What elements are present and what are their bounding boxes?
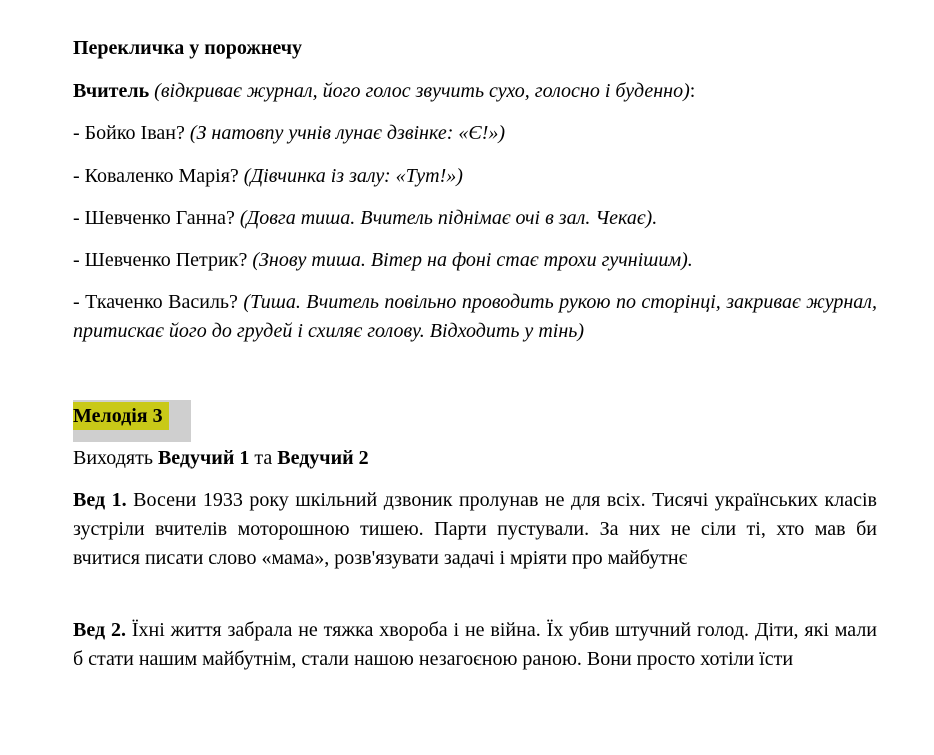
rollcall-line-5: [73, 288, 877, 346]
stage-direction: (Довга тиша. Вчитель піднімає очі в зал. Чекає).: [239, 207, 658, 229]
stage-direction: (Знову тиша. Вітер на фоні стає трохи гучнішим).: [252, 249, 693, 271]
enter-and: та: [254, 447, 273, 469]
stage-direction: (Дівчинка із залу: «Тут!»): [243, 165, 463, 187]
host-1-speech: [73, 486, 877, 573]
rollcall-line-1: [73, 119, 877, 148]
hosts-enter-line: [73, 444, 877, 473]
stage-direction: (відкриває журнал, його голос звучить сухо, голосно і буденно): [154, 80, 690, 102]
colon: :: [689, 80, 696, 102]
host-1-name: Ведучий 1: [157, 447, 250, 469]
host-2-speech: [73, 616, 877, 674]
rollcall-line-4: [73, 246, 877, 275]
melody-label: Мелодія 3: [73, 402, 169, 430]
speaker-teacher: Вчитель: [73, 80, 150, 102]
stage-direction: (З натовпу учнів лунає дзвінке: «Є!»): [189, 122, 506, 144]
enter-prefix: Виходять: [73, 447, 153, 469]
melody-heading: [73, 400, 191, 442]
student-name: - Шевченко Ганна?: [73, 207, 235, 229]
teacher-line: [73, 77, 877, 106]
student-name: - Шевченко Петрик?: [73, 249, 248, 271]
stage-direction: (Тиша. Вчитель повільно проводить рукою по сторінці, закриває журнал, притискає його до грудей і схиляє голову. Відходить у тінь): [73, 291, 878, 342]
host-1-text: Восени 1933 року шкільний дзвоник пролунав не для всіх. Тисячі українських класів зустріли вчителів моторошною тишею. Парти пустували. За них не сіли ті, хто мав би вчитися писати слово «мама», розв'язувати задачі і мріяти про майбутнє: [73, 489, 878, 569]
host-2-label: Вед 2.: [73, 619, 126, 641]
host-2-text: Їхні життя забрала не тяжка хвороба і не війна. Їх убив штучний голод. Діти, які мали б стати нашим майбутнім, стали нашою незагоєною раною. Вони просто хотіли їсти: [73, 619, 878, 670]
host-2-name: Ведучий 2: [277, 447, 369, 469]
student-name: - Коваленко Марія?: [73, 165, 239, 187]
rollcall-line-2: [73, 162, 877, 191]
student-name: - Бойко Іван?: [73, 122, 185, 144]
host-1-label: Вед 1.: [73, 489, 127, 511]
student-name: - Ткаченко Василь?: [73, 291, 238, 313]
rollcall-line-3: [73, 204, 877, 233]
scene-title: Перекличка у порожнечу: [73, 37, 303, 59]
